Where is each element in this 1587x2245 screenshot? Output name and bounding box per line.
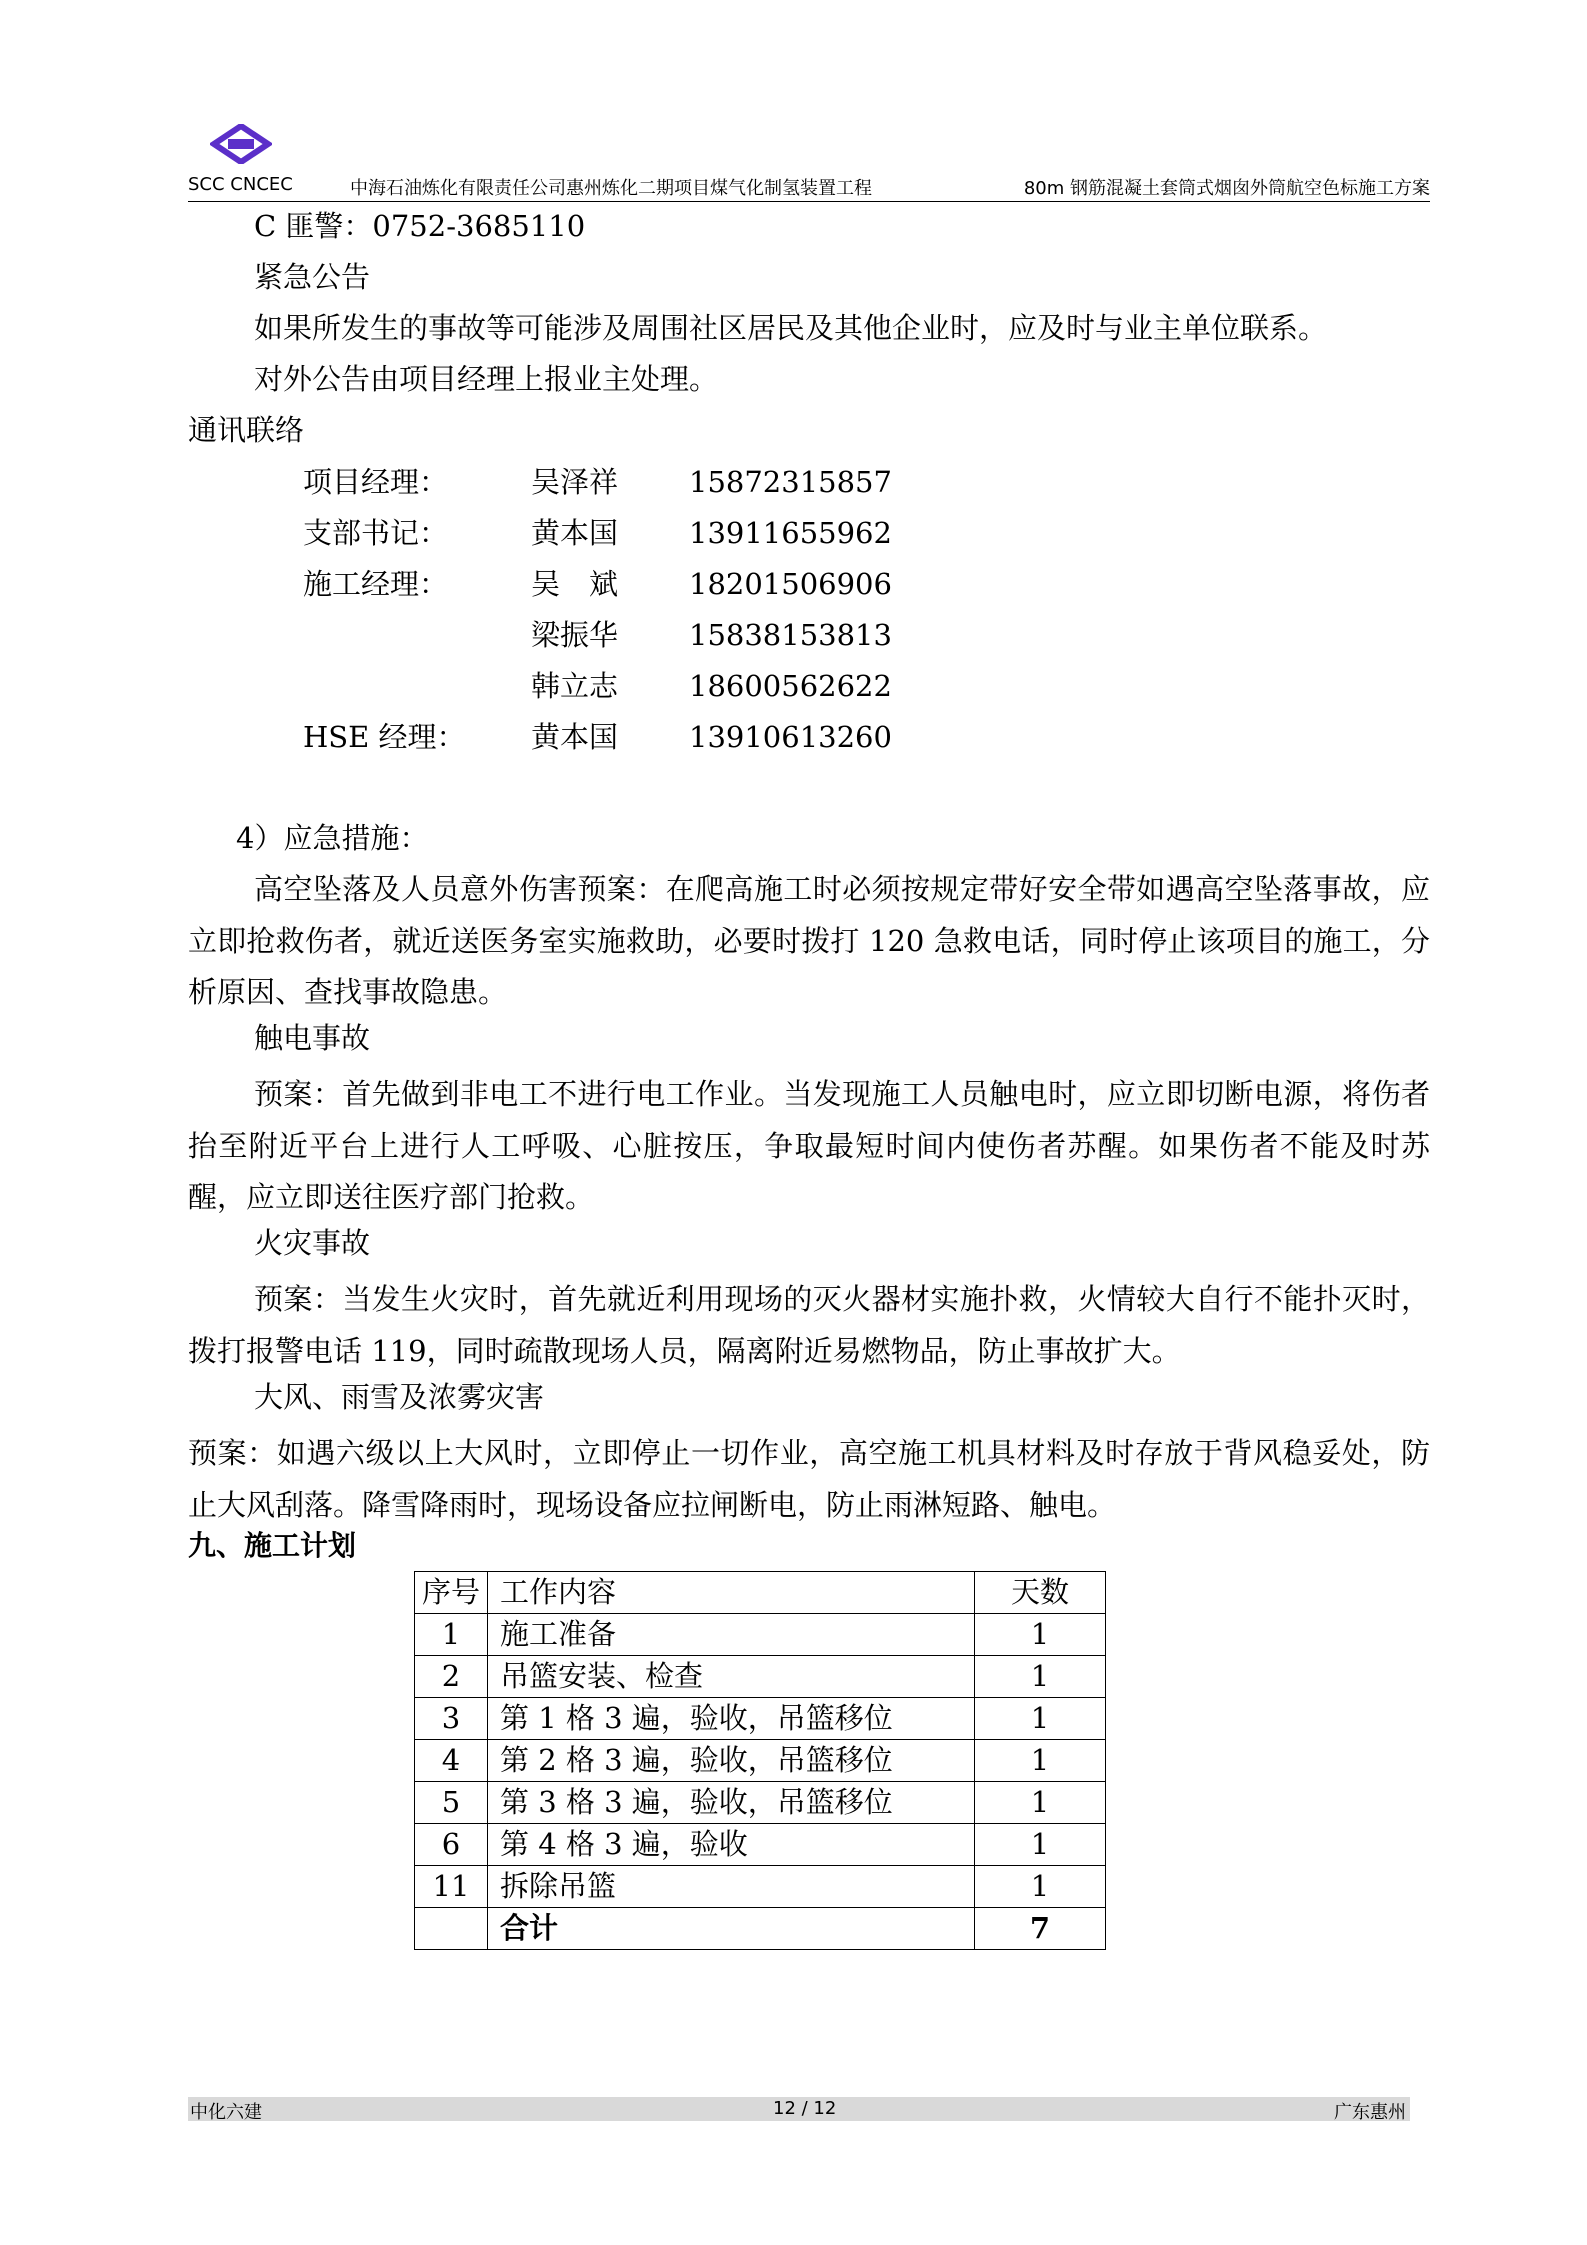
contact-role: 支部书记： xyxy=(303,516,449,550)
fall-para: 高空坠落及人员意外伤害预案：在爬高施工时必须按规定带好安全带如遇高空坠落事故，应立即抢救伤者，就近送医务室实施救助，必要时拨打 120 急救电话，同时停止该项目的施工，分析原因、查找事故隐患。 xyxy=(188,872,1430,1009)
fire-title: 火灾事故 xyxy=(254,1226,371,1260)
measures-title: 4）应急措施： xyxy=(236,821,429,855)
total-cell-index xyxy=(415,1908,488,1950)
table-row xyxy=(415,1824,1106,1866)
cell-content: 第 1 格 3 遍，验收，吊篮移位 xyxy=(488,1698,975,1740)
weather-title: 大风、雨雪及浓雾灾害 xyxy=(254,1380,545,1414)
page-footer xyxy=(188,2097,1410,2121)
cell-days: 1 xyxy=(975,1614,1106,1656)
header-cell-days: 天数 xyxy=(975,1572,1106,1614)
contact-row xyxy=(303,661,1003,712)
weather-para: 预案：如遇六级以上大风时，立即停止一切作业，高空施工机具材料及时存放于背风稳妥处，防止大风刮落。降雪降雨时，现场设备应拉闸断电，防止雨淋短路、触电。 xyxy=(188,1436,1430,1522)
page-header xyxy=(188,118,1430,200)
table-row xyxy=(415,1740,1106,1782)
cell-index: 6 xyxy=(415,1824,488,1866)
footer-right: 广东惠州 xyxy=(1334,2102,1406,2123)
contact-name: 黄本国 xyxy=(531,516,619,550)
cell-content: 第 3 格 3 遍，验收，吊篮移位 xyxy=(488,1782,975,1824)
electric-para: 预案：首先做到非电工不进行电工作业。当发现施工人员触电时，应立即切断电源，将伤者抬至附近平台上进行人工呼吸、心脏按压，争取最短时间内使伤者苏醒。如果伤者不能及时苏醒，应立即送往医疗部门抢救。 xyxy=(188,1077,1430,1214)
contact-row xyxy=(303,559,1003,610)
cell-index: 3 xyxy=(415,1698,488,1740)
comm-title: 通讯联络 xyxy=(188,413,305,447)
cell-index: 2 xyxy=(415,1656,488,1698)
contact-row xyxy=(303,457,1003,508)
cell-content: 第 2 格 3 遍，验收，吊篮移位 xyxy=(488,1740,975,1782)
header-cell-index: 序号 xyxy=(415,1572,488,1614)
plan-title: 九、施工计划 xyxy=(188,1529,357,1562)
header-company-code: SCC CNCEC xyxy=(188,174,293,195)
header-doc-title: 80m 钢筋混凝土套筒式烟囱外筒航空色标施工方案 xyxy=(1023,178,1430,199)
table-row xyxy=(415,1614,1106,1656)
page-number: 12 / 12 xyxy=(773,2098,837,2119)
contact-row xyxy=(303,610,1003,661)
contact-phone: 13910613260 xyxy=(689,720,892,754)
plan-table xyxy=(414,1571,1106,1950)
contact-row xyxy=(303,508,1003,559)
police-line: C 匪警：0752-3685110 xyxy=(254,209,586,243)
cell-index: 5 xyxy=(415,1782,488,1824)
fire-para: 预案：当发生火灾时，首先就近利用现场的灭火器材实施扑救，火情较大自行不能扑灭时，拨打报警电话 119，同时疏散现场人员，隔离附近易燃物品，防止事故扩大。 xyxy=(188,1282,1430,1368)
cell-content: 吊篮安装、检查 xyxy=(488,1656,975,1698)
table-row xyxy=(415,1782,1106,1824)
contact-phone: 15872315857 xyxy=(689,465,892,499)
cell-content: 拆除吊篮 xyxy=(488,1866,975,1908)
cell-days: 1 xyxy=(975,1824,1106,1866)
cell-days: 1 xyxy=(975,1782,1106,1824)
table-row xyxy=(415,1656,1106,1698)
cell-index: 11 xyxy=(415,1866,488,1908)
cell-index: 1 xyxy=(415,1614,488,1656)
table-header-row xyxy=(415,1572,1106,1614)
header-divider xyxy=(188,201,1430,202)
emergency-notice-p1: 如果所发生的事故等可能涉及周围社区居民及其他企业时，应及时与业主单位联系。 xyxy=(254,311,1328,345)
contact-phone: 15838153813 xyxy=(689,618,892,652)
contact-list xyxy=(303,457,1003,763)
table-total-row xyxy=(415,1908,1106,1950)
total-cell-days: 7 xyxy=(975,1908,1106,1950)
contact-name: 吴 斌 xyxy=(531,567,619,601)
cell-index: 4 xyxy=(415,1740,488,1782)
contact-phone: 18201506906 xyxy=(689,567,892,601)
contact-name: 吴泽祥 xyxy=(531,465,619,499)
contact-name: 黄本国 xyxy=(531,720,619,754)
contact-phone: 13911655962 xyxy=(689,516,892,550)
cell-days: 1 xyxy=(975,1698,1106,1740)
cell-content: 第 4 格 3 遍，验收 xyxy=(488,1824,975,1866)
cell-days: 1 xyxy=(975,1866,1106,1908)
cell-content: 施工准备 xyxy=(488,1614,975,1656)
contact-row xyxy=(303,712,1003,763)
cell-days: 1 xyxy=(975,1656,1106,1698)
header-cell-content: 工作内容 xyxy=(488,1572,975,1614)
contact-phone: 18600562622 xyxy=(689,669,892,703)
electric-title: 触电事故 xyxy=(254,1021,371,1055)
table-row xyxy=(415,1866,1106,1908)
emergency-notice-p2: 对外公告由项目经理上报业主处理。 xyxy=(254,362,719,396)
contact-name: 韩立志 xyxy=(531,669,619,703)
header-project: 中海石油炼化有限责任公司惠州炼化二期项目煤气化制氢装置工程 xyxy=(350,178,872,199)
contact-role: 项目经理： xyxy=(303,465,449,499)
total-cell-label: 合计 xyxy=(488,1908,975,1950)
company-logo-icon xyxy=(210,124,272,164)
contact-name: 梁振华 xyxy=(531,618,619,652)
cell-days: 1 xyxy=(975,1740,1106,1782)
contact-role: 施工经理： xyxy=(303,567,449,601)
contact-role: HSE 经理： xyxy=(303,720,466,754)
footer-left: 中化六建 xyxy=(190,2102,262,2123)
header-line xyxy=(188,174,1430,200)
emergency-notice-title: 紧急公告 xyxy=(254,260,371,294)
table-row xyxy=(415,1698,1106,1740)
